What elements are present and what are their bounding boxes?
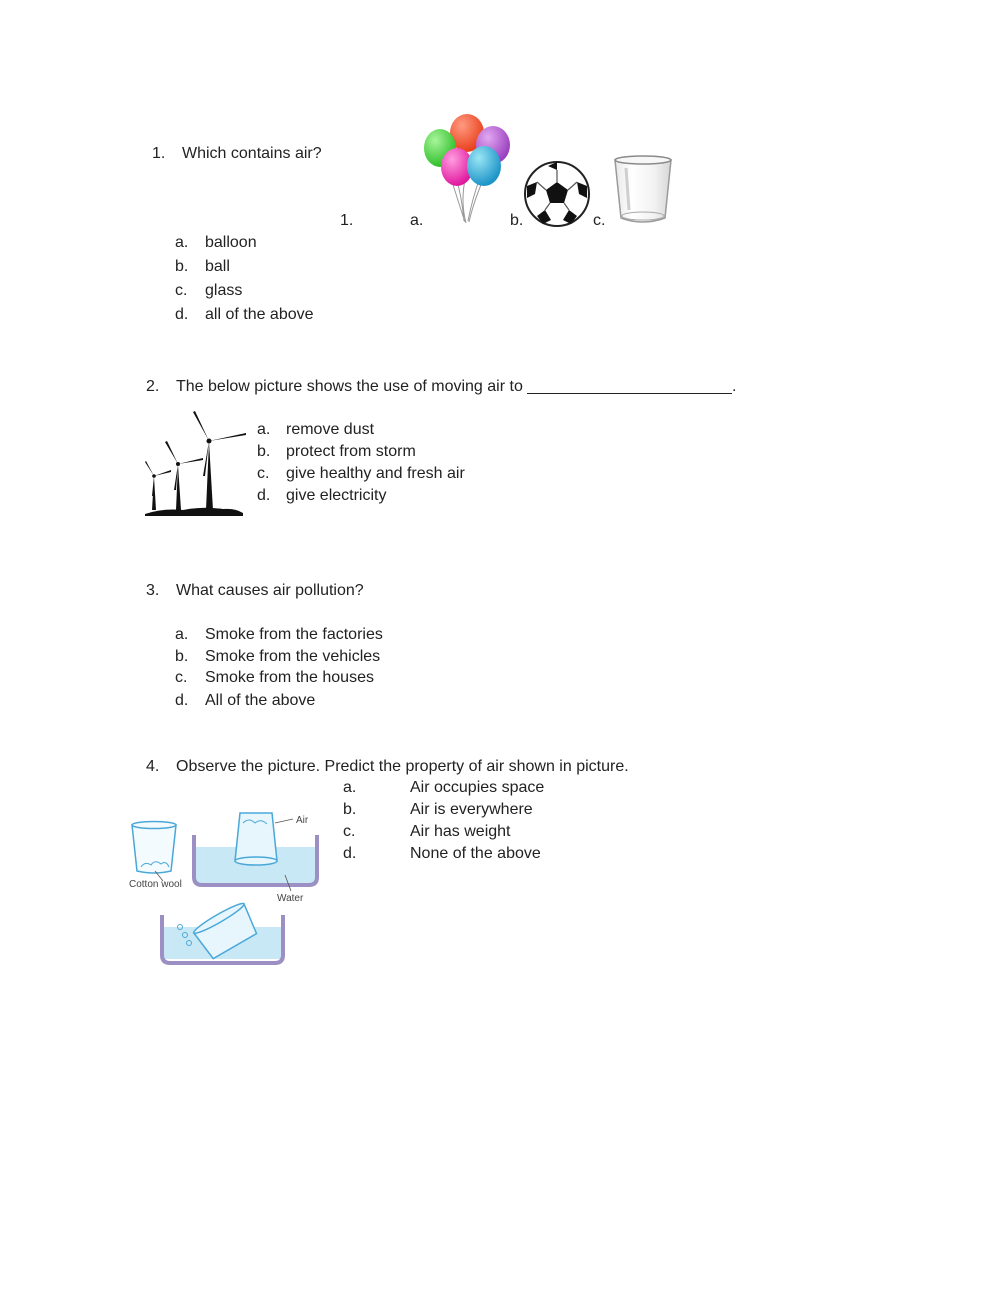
option-letter: a. <box>175 234 189 251</box>
option-letter: b. <box>343 801 357 818</box>
balloons-image <box>420 115 515 227</box>
option-letter: d. <box>175 306 189 323</box>
q2-number: 2. <box>146 378 160 395</box>
option-text: Air occupies space <box>410 779 545 796</box>
option-text: None of the above <box>410 845 541 862</box>
cotton-wool-label: Cotton wool <box>129 879 182 890</box>
option-letter: b. <box>175 648 189 665</box>
air-label: Air <box>296 815 309 826</box>
q1-picture-number: 1. <box>340 212 354 229</box>
option-text: balloon <box>205 234 257 251</box>
option-text: give healthy and fresh air <box>286 465 465 482</box>
option-letter: a. <box>343 779 357 796</box>
option-letter: b. <box>257 443 271 460</box>
option-letter: d. <box>343 845 357 862</box>
option-text: Smoke from the houses <box>205 669 374 686</box>
option-text: All of the above <box>205 692 316 709</box>
option-text: Air has weight <box>410 823 511 840</box>
option-letter: a. <box>175 626 189 643</box>
option-text: all of the above <box>205 306 314 323</box>
option-letter: c. <box>175 669 188 686</box>
option-text: Smoke from the factories <box>205 626 383 643</box>
q4-question: Observe the picture. Predict the property of air shown in picture. <box>176 758 629 775</box>
q1-number: 1. <box>152 145 166 162</box>
q2-question: The below picture shows the use of moving air to _______________________. <box>176 378 737 395</box>
q1-picture-label-b: b. <box>510 212 524 229</box>
option-letter: c. <box>343 823 356 840</box>
option-letter: a. <box>257 421 271 438</box>
option-text: remove dust <box>286 421 375 438</box>
option-letter: d. <box>257 487 271 504</box>
option-text: Smoke from the vehicles <box>205 648 381 665</box>
option-text: protect from storm <box>286 443 416 460</box>
soccer-ball-image <box>523 160 591 228</box>
option-text: Air is everywhere <box>410 801 533 818</box>
option-letter: b. <box>175 258 189 275</box>
option-letter: c. <box>175 282 188 299</box>
q3-number: 3. <box>146 582 160 599</box>
option-letter: c. <box>257 465 270 482</box>
glass-image <box>612 154 674 226</box>
option-text: give electricity <box>286 487 387 504</box>
air-experiment-diagram <box>125 805 325 970</box>
q1-picture-label-c: c. <box>593 212 606 229</box>
q1-question: Which contains air? <box>182 145 322 162</box>
option-letter: d. <box>175 692 189 709</box>
option-text: glass <box>205 282 243 299</box>
q3-question: What causes air pollution? <box>176 582 364 599</box>
wind-turbines-image <box>143 410 247 518</box>
water-label: Water <box>277 893 304 904</box>
q4-number: 4. <box>146 758 160 775</box>
q1-picture-label-a: a. <box>410 212 424 229</box>
option-text: ball <box>205 258 230 275</box>
